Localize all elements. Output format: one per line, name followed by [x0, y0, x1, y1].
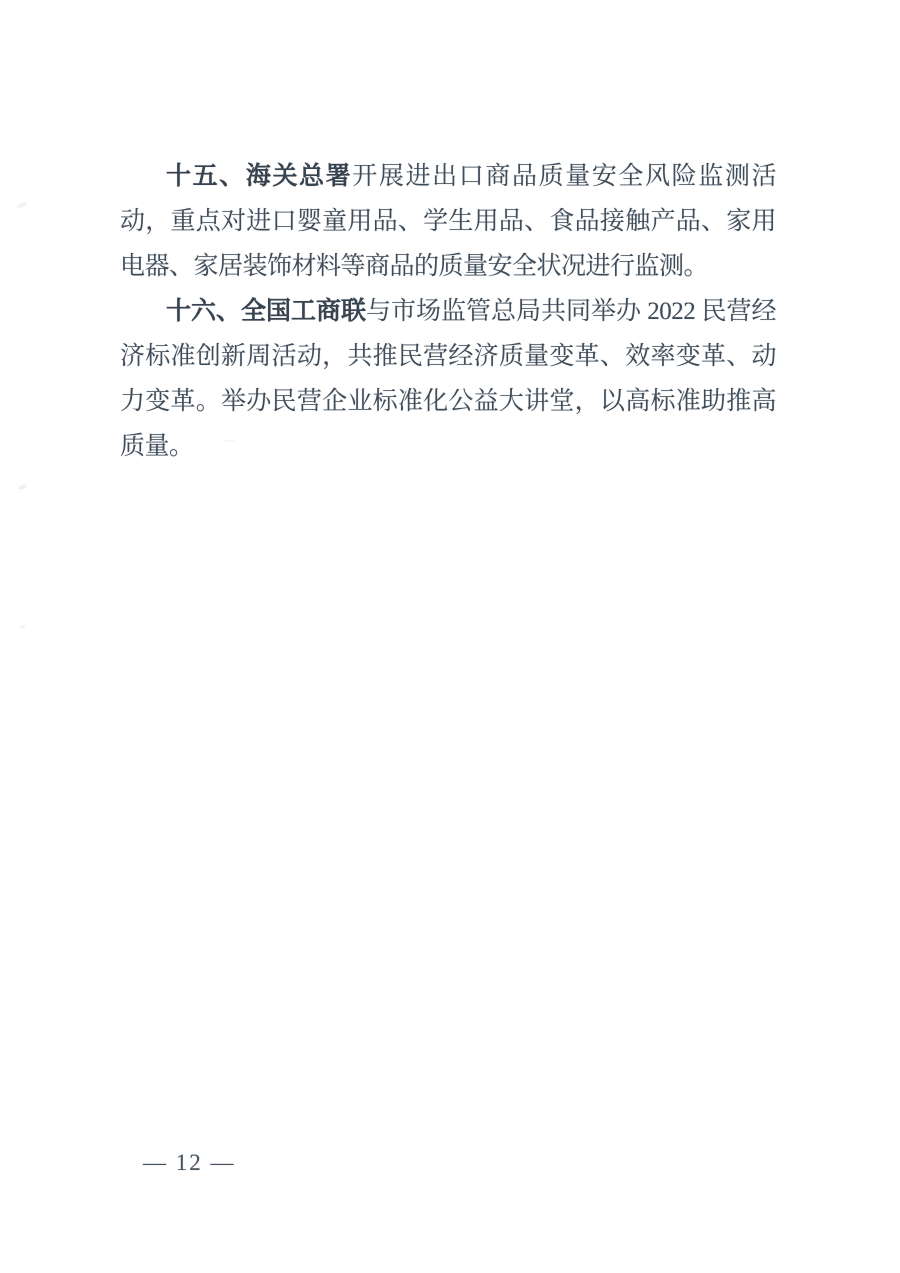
scan-smudge	[18, 484, 28, 491]
page-number: — 12 —	[143, 1150, 236, 1175]
scan-smudge	[19, 624, 27, 629]
paragraph-15	[120, 154, 776, 289]
scan-smudge	[17, 201, 28, 209]
paragraph-16-lead: 十六、全国工商联	[166, 297, 366, 325]
paragraph-16	[120, 289, 776, 469]
page-footer	[143, 1150, 236, 1176]
scan-smudge	[222, 440, 236, 442]
paragraph-15-text: 开展进出口商品质量安全风险监测活动，重点对进口婴童用品、学生用品、食品接触产品、家用电器、家居装饰材料等商品的质量安全状况进行监测。	[120, 163, 776, 280]
document-body	[120, 154, 776, 469]
paragraph-15-lead: 十五、海关总署	[166, 162, 353, 190]
paragraph-16-text: 与市场监管总局共同举办 2022 民营经济标准创新周活动，共推民营经济质量变革、效率变革、动力变革。举办民营企业标准化公益大讲堂，以高标准助推高质量。	[120, 298, 776, 460]
